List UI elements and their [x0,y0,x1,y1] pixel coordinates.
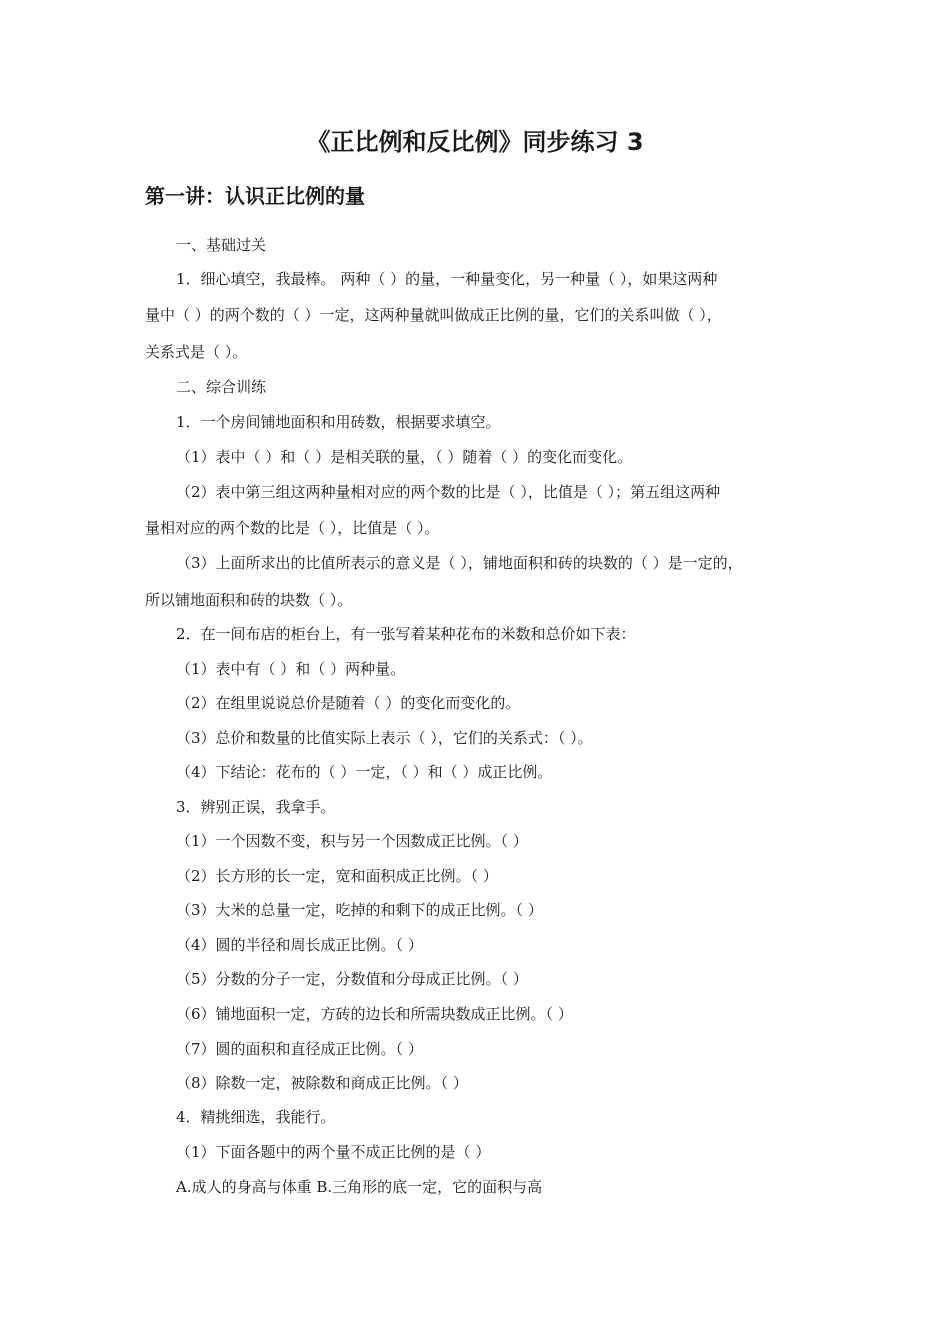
lesson-heading: 第一讲：认识正比例的量 [145,184,365,208]
sub-question-text: 量相对应的两个数的比是（ ），比值是（ ）。 [145,519,440,537]
sub-question-text: （3）总价和数量的比值实际上表示（ ），它们的关系式：（ ）。 [176,729,593,747]
question-text: 量中（ ）的两个数的（ ）一定，这两种量就叫做成正比例的量，它们的关系叫做（ ）， [145,306,722,324]
question-text: 3．辨别正误，我拿手。 [176,798,336,816]
sub-question-text: （1）表中（ ）和（ ）是相关联的量，（ ）随着（ ）的变化而变化。 [176,448,633,466]
true-false-item: （6）铺地面积一定，方砖的边长和所需块数成正比例。（ ） [176,1005,573,1023]
question-text: 2．在一间布店的柜台上，有一张写着某种花布的米数和总价如下表： [176,625,636,643]
document-title: 《正比例和反比例》同步练习 3 [306,128,644,156]
true-false-item: （8）除数一定，被除数和商成正比例。（ ） [176,1074,468,1092]
true-false-item: （2）长方形的长一定，宽和面积成正比例。（ ） [176,867,498,885]
question-text: 1．一个房间铺地面积和用砖数，根据要求填空。 [176,413,501,431]
sub-question-text: （1）下面各题中的两个量不成正比例的是（ ） [176,1143,491,1161]
sub-question-text: （2）在组里说说总价是随着（ ）的变化而变化的。 [176,694,521,712]
sub-question-text: （3）上面所求出的比值所表示的意义是（ ），铺地面积和砖的块数的（ ）是一定的， [176,554,743,572]
true-false-item: （4）圆的半径和周长成正比例。（ ） [176,936,423,954]
true-false-item: （7）圆的面积和直径成正比例。（ ） [176,1040,423,1058]
sub-question-text: 所以铺地面积和砖的块数（ ）。 [145,591,353,609]
sub-question-text: （4）下结论：花布的（ ）一定，（ ）和（ ）成正比例。 [176,763,553,781]
question-text: 关系式是（ ）。 [145,343,248,361]
question-text: 4．精挑细选，我能行。 [176,1108,336,1126]
true-false-item: （3）大米的总量一定，吃掉的和剩下的成正比例。（ ） [176,901,543,919]
answer-options: A.成人的身高与体重 B.三角形的底一定，它的面积与高 [176,1178,543,1196]
question-text: 1．细心填空，我最棒。 两种（ ）的量，一种量变化，另一种量（ ），如果这两种 [176,270,718,288]
true-false-item: （5）分数的分子一定，分数值和分母成正比例。（ ） [176,970,528,988]
section-basic-label: 一、基础过关 [176,236,267,254]
section-training-label: 二、综合训练 [176,378,267,396]
true-false-item: （1）一个因数不变，积与另一个因数成正比例。（ ） [176,832,528,850]
sub-question-text: （1）表中有（ ）和（ ）两种量。 [176,660,406,678]
sub-question-text: （2）表中第三组这两种量相对应的两个数的比是（ ），比值是（ ）；第五组这两种 [176,483,721,501]
